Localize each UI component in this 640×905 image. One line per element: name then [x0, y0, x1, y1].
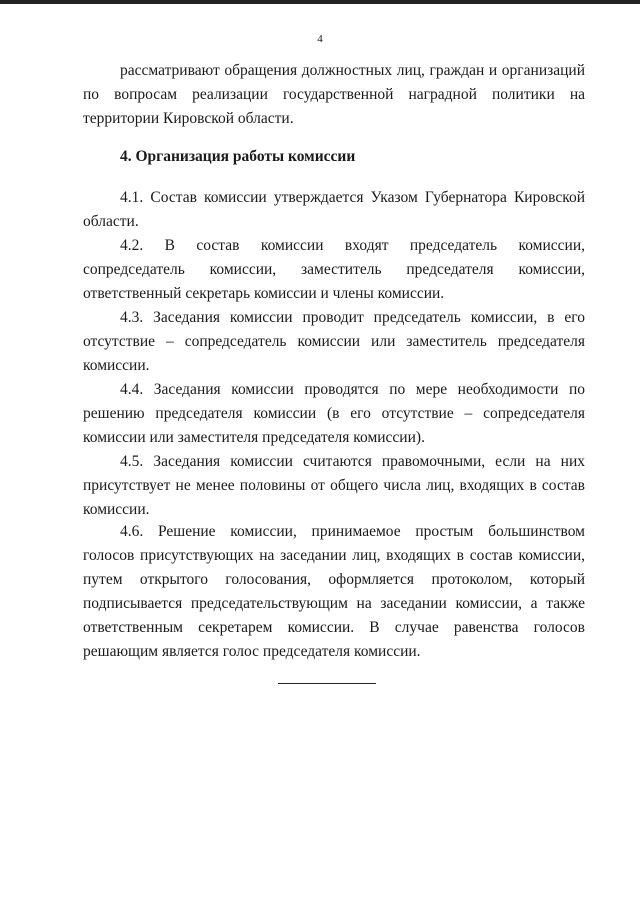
scan-top-edge: [0, 0, 640, 4]
section-heading: 4. Организация работы комиссии: [120, 148, 356, 165]
page-number: 4: [317, 33, 323, 45]
paragraph-4-6: 4.6. Решение комиссии, принимаемое простым большинством голосов присутствующих на заседании лиц, входящих в состав комиссии, путем открытого голосования, оформляется протоколом, который подписывается председательствующим на заседании комиссии, а также ответственным секретарем комиссии. В случае равенства голосов решающим является голос председателя комиссии.: [83, 523, 585, 660]
paragraph-4-2: 4.2. В состав комиссии входят председатель комиссии, сопредседатель комиссии, заместитель председателя комиссии, ответственный секретарь комиссии и члены комиссии.: [83, 237, 585, 302]
paragraph-4-1: 4.1. Состав комиссии утверждается Указом Губернатора Кировской области.: [83, 189, 585, 230]
paragraph-4-4: 4.4. Заседания комиссии проводятся по мере необходимости по решению председателя комиссии (в его отсутствие – сопредседателя комиссии или заместителя председателя комиссии).: [83, 381, 585, 446]
end-of-text-rule: [278, 683, 376, 684]
paragraph-4-5: 4.5. Заседания комиссии считаются правомочными, если на них присутствует не менее половины от общего числа лиц, входящих в состав комиссии.: [83, 453, 585, 518]
paragraph-4-3: 4.3. Заседания комиссии проводит председатель комиссии, в его отсутствие – сопредседатель комиссии или заместитель председателя комиссии.: [83, 309, 585, 374]
intro-paragraph: рассматривают обращения должностных лиц, граждан и организаций по вопросам реализации государственной наградной политики на территории Кировской области.: [83, 62, 585, 127]
